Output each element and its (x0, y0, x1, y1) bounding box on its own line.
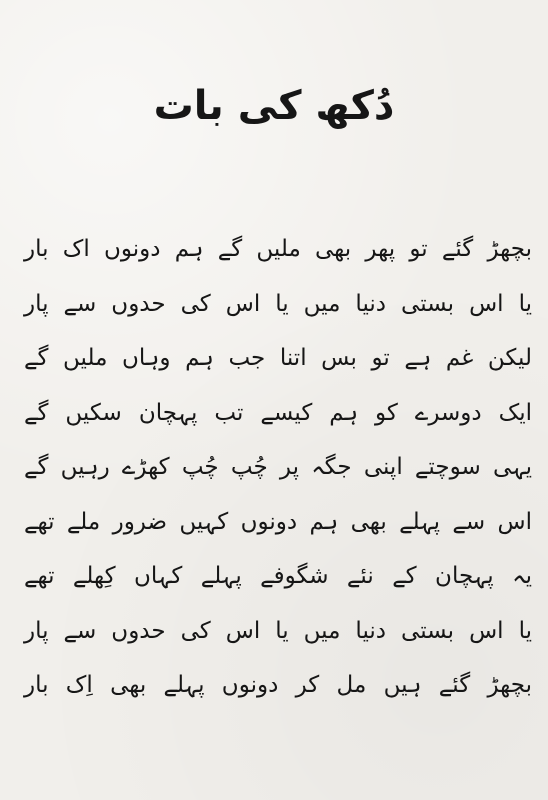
verse-line: اس سے پہلے بھی ہم دونوں کہیں ضرور ملے تھے (24, 508, 532, 535)
verse-line: ایک دوسرے کو ہم کیسے تب پہچان سکیں گے (24, 399, 532, 426)
verse-line: بچھڑ گئے تو پھر بھی ملیں گے ہم دونوں اک بار (24, 236, 532, 262)
verse-line: یا اس بستی دنیا میں یا اس کی حدوں سے پار (24, 290, 532, 317)
verse-line: لیکن غم ہے تو بس اتنا جب ہم وہاں ملیں گے (24, 345, 532, 371)
poem-body (24, 222, 532, 713)
verse-line: بچھڑ گئے ہیں مل کر دونوں پہلے بھی اِک بار (24, 672, 532, 698)
poem-title: دُکھ کی بات (153, 83, 395, 129)
verse-line: یا اس بستی دنیا میں یا اس کی حدوں سے پار (24, 617, 532, 644)
verse-line: یہ پہچان کے نئے شگوفے پہلے کہاں کِھلے تھے (24, 563, 532, 589)
verse-line: یہی سوچتے اپنی جگہ پر چُپ چُپ کھڑے رہیں گے (24, 454, 532, 480)
